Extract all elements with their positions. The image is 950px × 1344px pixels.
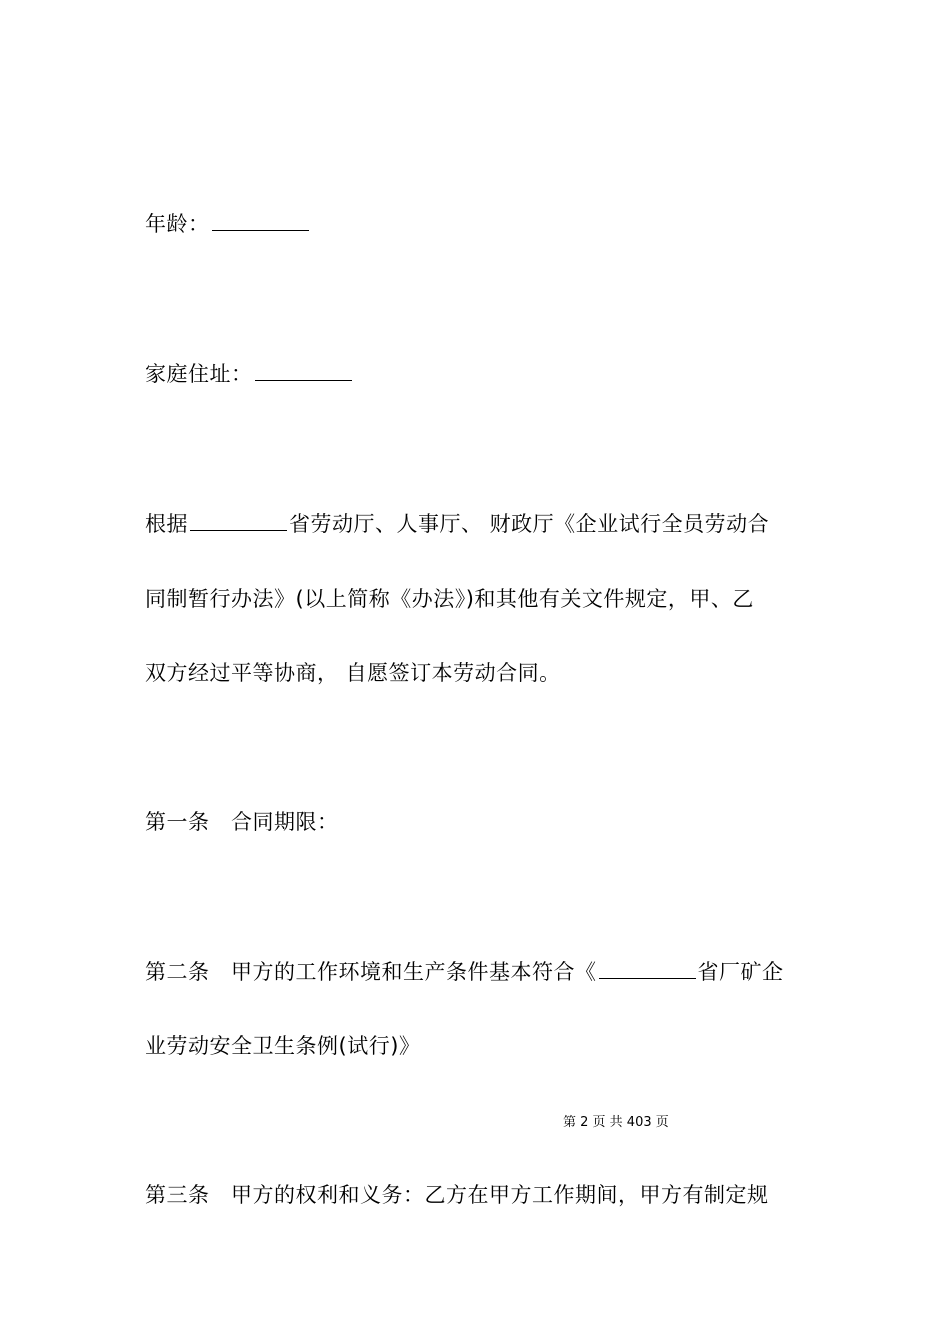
age-label: 年龄： bbox=[145, 212, 210, 236]
article-2-line1-start: 第二条 甲方的工作环境和生产条件基本符合《 bbox=[145, 960, 597, 984]
article-3-line1-text: 第三条 甲方的权利和义务：乙方在甲方工作期间，甲方有制定规 bbox=[145, 1183, 769, 1207]
article-2-line2-text: 业劳动安全卫生条例(试行)》 bbox=[145, 1034, 421, 1058]
article-2-line1-end: 省厂矿企 bbox=[697, 960, 784, 984]
preamble-line3-text: 双方经过平等协商， 自愿签订本劳动合同。 bbox=[145, 661, 561, 685]
article-3-line-1 bbox=[145, 1183, 769, 1207]
article-1 bbox=[145, 810, 339, 834]
preamble-line-1 bbox=[145, 512, 769, 536]
age-field bbox=[145, 212, 311, 236]
preamble-line1-start: 根据 bbox=[145, 512, 188, 536]
address-blank bbox=[255, 362, 352, 381]
article-2-line-1 bbox=[145, 960, 784, 984]
province-blank-2 bbox=[599, 960, 696, 979]
address-field bbox=[145, 362, 354, 386]
address-label: 家庭住址： bbox=[145, 362, 253, 386]
preamble-line-2 bbox=[145, 587, 754, 611]
preamble-line-3 bbox=[145, 661, 561, 685]
article-1-text: 第一条 合同期限： bbox=[145, 810, 339, 834]
age-blank bbox=[212, 212, 309, 231]
page-number: 第 2 页 共 403 页 bbox=[563, 1115, 669, 1130]
preamble-line2-text: 同制暂行办法》(以上简称《办法》)和其他有关文件规定，甲、乙 bbox=[145, 587, 754, 611]
article-2-line-2 bbox=[145, 1034, 420, 1058]
preamble-line1-end: 省劳动厅、人事厅、 财政厅《企业试行全员劳动合 bbox=[289, 512, 770, 536]
province-blank-1 bbox=[190, 512, 287, 531]
